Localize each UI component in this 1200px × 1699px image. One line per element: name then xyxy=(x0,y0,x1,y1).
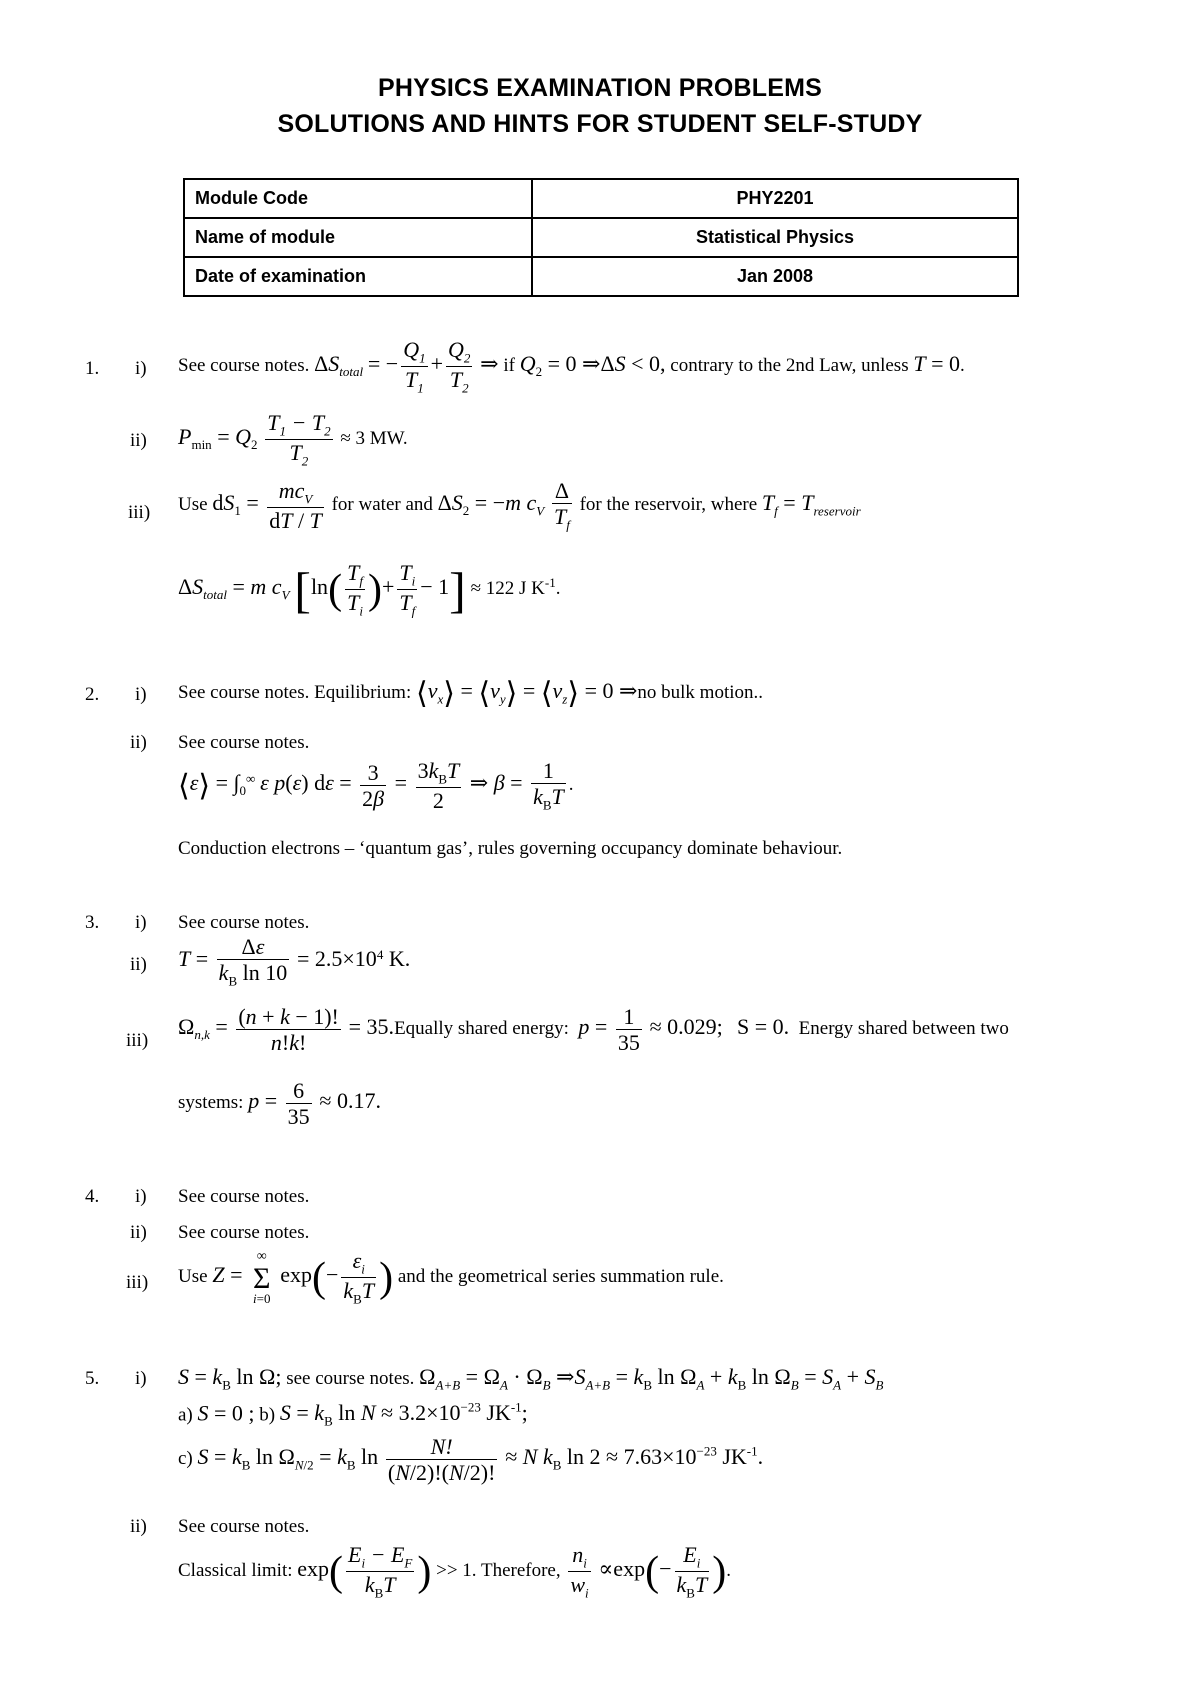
q2-note: Conduction electrons – ‘quantum gas’, rules governing occupancy dominate behaviour. xyxy=(178,838,843,859)
table-cell-value: Statistical Physics xyxy=(532,218,1018,257)
question-number: 5. xyxy=(85,1368,100,1389)
table-cell-label: Module Code xyxy=(184,179,532,218)
part-label: ii) xyxy=(130,732,147,753)
q2-part-ii: See course notes. xyxy=(178,732,310,753)
q4-part-iii: Use Z = ∞ Σ i=0 exp(− $\frac{\varepsilon_i}{k_BT}$ ) and the geometrical series summation rule. xyxy=(178,1248,724,1307)
q3-part-ii: T = $\frac{\Delta\varepsilon}{k_B \ln 10}$ = $2.5\times 10^4$ K. xyxy=(178,934,411,989)
q5-part-c: c) $S = k_B$ $\ln \Omega_{N/2} = k_B$ ln $\frac{N!}{(N/2)!(N/2)!}$ ≈ N $k_B$ $\ln 2 \approx 7.63\times 10^{-23}$ $JK^{-1}$. xyxy=(178,1434,764,1486)
table-cell-label: Name of module xyxy=(184,218,532,257)
q1-part-ii: $P_{min} = Q_2$ $\frac{T_1 - T_2}{T_2}$ ≈ 3 MW. xyxy=(178,410,408,469)
q5-part-ii: See course notes. xyxy=(178,1516,310,1537)
page-title-line1: PHYSICS EXAMINATION PROBLEMS xyxy=(377,74,823,102)
question-number: 4. xyxy=(85,1186,100,1207)
part-label: i) xyxy=(135,912,147,933)
part-label: ii) xyxy=(130,1516,147,1537)
part-label: iii) xyxy=(126,1272,149,1293)
module-info-table xyxy=(183,178,1019,297)
table-cell-value: Jan 2008 xyxy=(532,257,1018,296)
q4-part-ii: See course notes. xyxy=(178,1222,310,1243)
table-row xyxy=(184,257,1018,296)
page-title-line2: SOLUTIONS AND HINTS FOR STUDENT SELF-STUDY xyxy=(277,110,923,138)
table-cell-label: Date of examination xyxy=(184,257,532,296)
part-label: ii) xyxy=(130,954,147,975)
q5-part-i: $S = k_B$ ln Ω; see course notes. $\Omega_{A+B} = \Omega_A \cdot \Omega_B$ $\Rightarrow S_{A+B} = k_B$ $\ln \Omega_A + k_B$ $\ln \Omega_B = S_A + S_B$ xyxy=(178,1364,884,1393)
q2-part-ii-eq: ⟨ε⟩ = $\int_0^\infty$ ε p(ε) dε = $\frac{3}{2\beta}$ = $\frac{3k_BT}{2}$ ⇒ β = $\frac{1}{k_BT}$ . xyxy=(178,758,574,814)
question-number: 2. xyxy=(85,684,100,705)
part-label: i) xyxy=(135,1368,147,1389)
part-label: ii) xyxy=(130,430,147,451)
table-cell-value: PHY2201 xyxy=(532,179,1018,218)
q1-part-iii-total: $\Delta S_{total} = m$ $c_V$ [ln( $\frac{T_f}{T_i}$ )+ $\frac{T_i}{T_f}$ − 1] ≈ 122 J $K^{-1}$. xyxy=(178,560,561,619)
table-row xyxy=(184,218,1018,257)
part-label: i) xyxy=(135,1186,147,1207)
q1-part-i: See course notes. $\Delta S_{total}$ = − $\frac{Q_1}{T_1}$ + $\frac{Q_2}{T_2}$ ⇒ if $Q_2 = 0$ ⇒ΔS < 0, contrary to the 2nd Law, unless T = 0. xyxy=(178,337,965,396)
q2-part-i: See course notes. Equilibrium: $⟨v_x⟩$ = $⟨v_y⟩$ = $⟨v_z⟩ = 0$ ⇒no bulk motion.. xyxy=(178,677,764,710)
question-number: 3. xyxy=(85,912,100,933)
part-label: iii) xyxy=(128,502,151,523)
question-number: 1. xyxy=(85,358,100,379)
part-label: iii) xyxy=(126,1030,149,1051)
q3-part-iii: $\Omega_{n,k}$ = $\frac{(n + k - 1)!}{n!k!}$ = 35.Equally shared energy: p = $\frac{1}{35}$ ≈ 0.029; S = 0. Energy shared between two xyxy=(178,1004,1009,1056)
table-row xyxy=(184,179,1018,218)
q4-part-i: See course notes. xyxy=(178,1186,310,1207)
q3-part-i: See course notes. xyxy=(178,912,310,933)
q3-part-iii-systems: systems: p = $\frac{6}{35}$ ≈ 0.17. xyxy=(178,1078,381,1130)
q1-part-iii: Use $dS_1$ = $\frac{mc_V}{dT / T}$ for water and $\Delta S_2 = -m$ $c_V$ $\frac{\Delta}{T_f}$ for the reservoir, where $T_f = T_{reservoir}$ xyxy=(178,478,861,534)
part-label: ii) xyxy=(130,1222,147,1243)
q5-part-ab: a) S = 0 ; b) $S = k_B$ $\ln N \approx 3.2\times 10^{-23}$ $JK^{-1}$; xyxy=(178,1400,528,1429)
part-label: i) xyxy=(135,358,147,379)
q5-part-ii-classical: Classical limit: exp( $\frac{E_i - E_F}{k_BT}$ ) >> 1. Therefore, $\frac{n_i}{w_i}$ ∝exp(− $\frac{E_i}{k_BT}$ ). xyxy=(178,1542,731,1601)
part-label: i) xyxy=(135,684,147,705)
